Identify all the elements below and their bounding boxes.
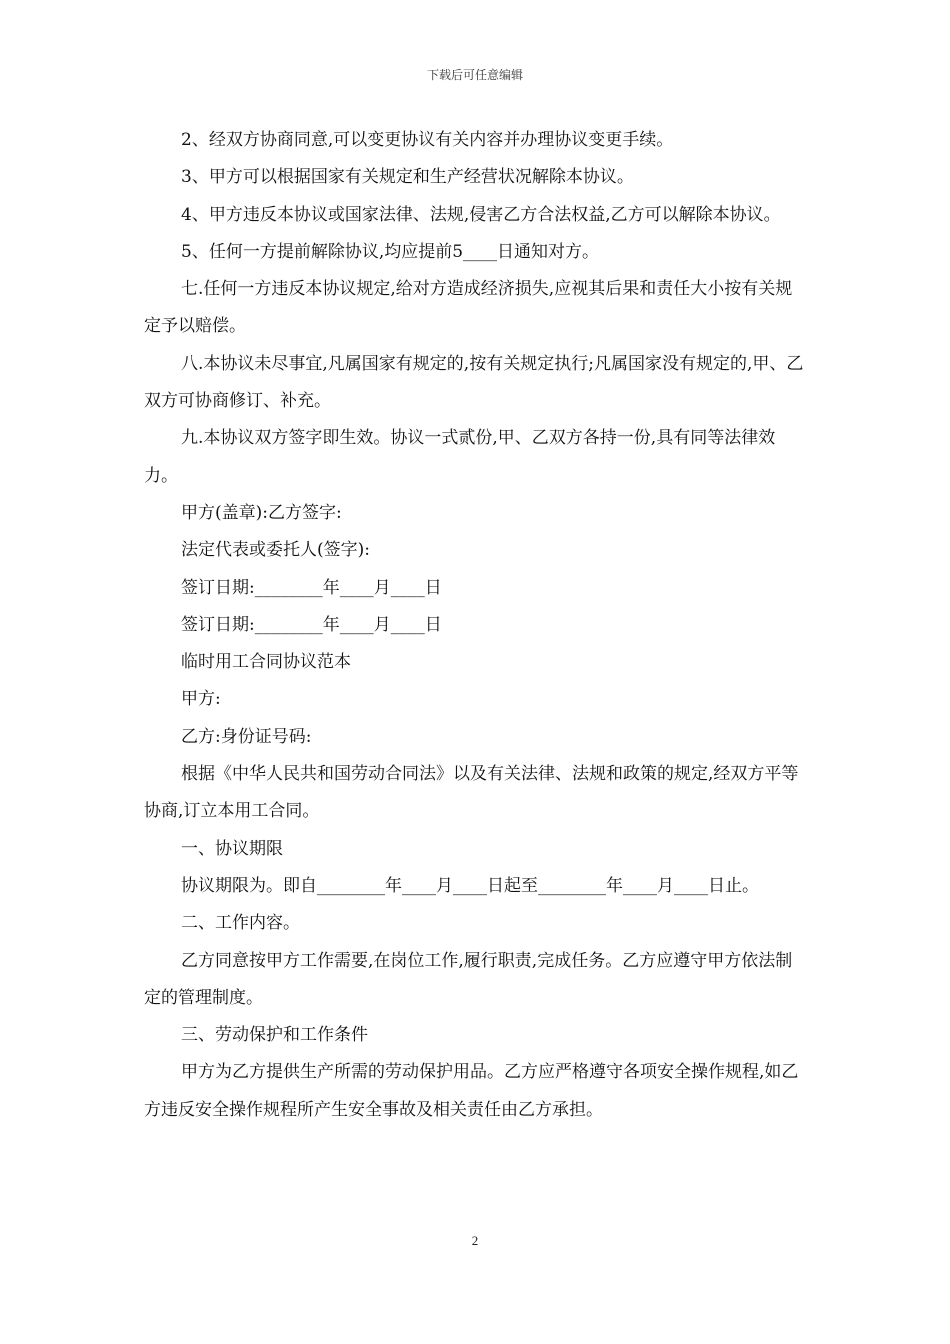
paragraph: 乙方同意按甲方工作需要,在岗位工作,履行职责,完成任务。乙方应遵守甲方依法制定的管理制度。	[144, 950, 793, 1008]
page-number: 2	[471, 1233, 479, 1248]
paragraph: 2、经双方协商同意,可以变更协议有关内容并办理协议变更手续。	[181, 130, 674, 150]
section-title: 临时用工合同协议范本	[181, 652, 351, 673]
paragraph: 甲方为乙方提供生产所需的劳动保护用品。乙方应严格遵守各项安全操作规程,如乙方违反安全操作规程所产生安全事故及相关责任由乙方承担。	[144, 1062, 799, 1120]
page-header: 下载后可任意编辑	[426, 68, 523, 82]
paragraph: 3、甲方可以根据国家有关规定和生产经营状况解除本协议。	[181, 167, 634, 188]
paragraph: 5、任何一方提前解除协议,均应提前5____日通知对方。	[181, 241, 600, 262]
party-line: 甲方:	[181, 689, 221, 710]
signature-line: 甲方(盖章):乙方签字:	[181, 502, 342, 523]
paragraph: 七.任何一方违反本协议规定,给对方造成经济损失,应视其后果和责任大小按有关规定予以赔偿。	[144, 279, 793, 337]
section-heading: 一、协议期限	[181, 838, 283, 859]
section-heading: 二、工作内容。	[181, 913, 300, 934]
paragraph: 九.本协议双方签字即生效。协议一式贰份,甲、乙双方各持一份,具有同等法律效力。	[144, 428, 776, 486]
date-line: 签订日期:________年____月____日	[181, 577, 442, 598]
paragraph: 协议期限为。即自________年____月____日起至________年____月____日止。	[181, 875, 759, 896]
paragraph: 根据《中华人民共和国劳动合同法》以及有关法律、法规和政策的规定,经双方平等协商,订立本用工合同。	[144, 764, 799, 822]
section-heading: 三、劳动保护和工作条件	[181, 1025, 368, 1046]
party-line: 乙方:身份证号码:	[181, 726, 312, 747]
paragraph: 4、甲方违反本协议或国家法律、法规,侵害乙方合法权益,乙方可以解除本协议。	[181, 204, 781, 225]
document-body	[144, 122, 808, 1129]
date-line: 签订日期:________年____月____日	[181, 614, 442, 635]
signature-line: 法定代表或委托人(签字):	[181, 540, 370, 561]
paragraph: 八.本协议未尽事宜,凡属国家有规定的,按有关规定执行;凡属国家没有规定的,甲、乙双方可协商修订、补充。	[144, 353, 804, 412]
